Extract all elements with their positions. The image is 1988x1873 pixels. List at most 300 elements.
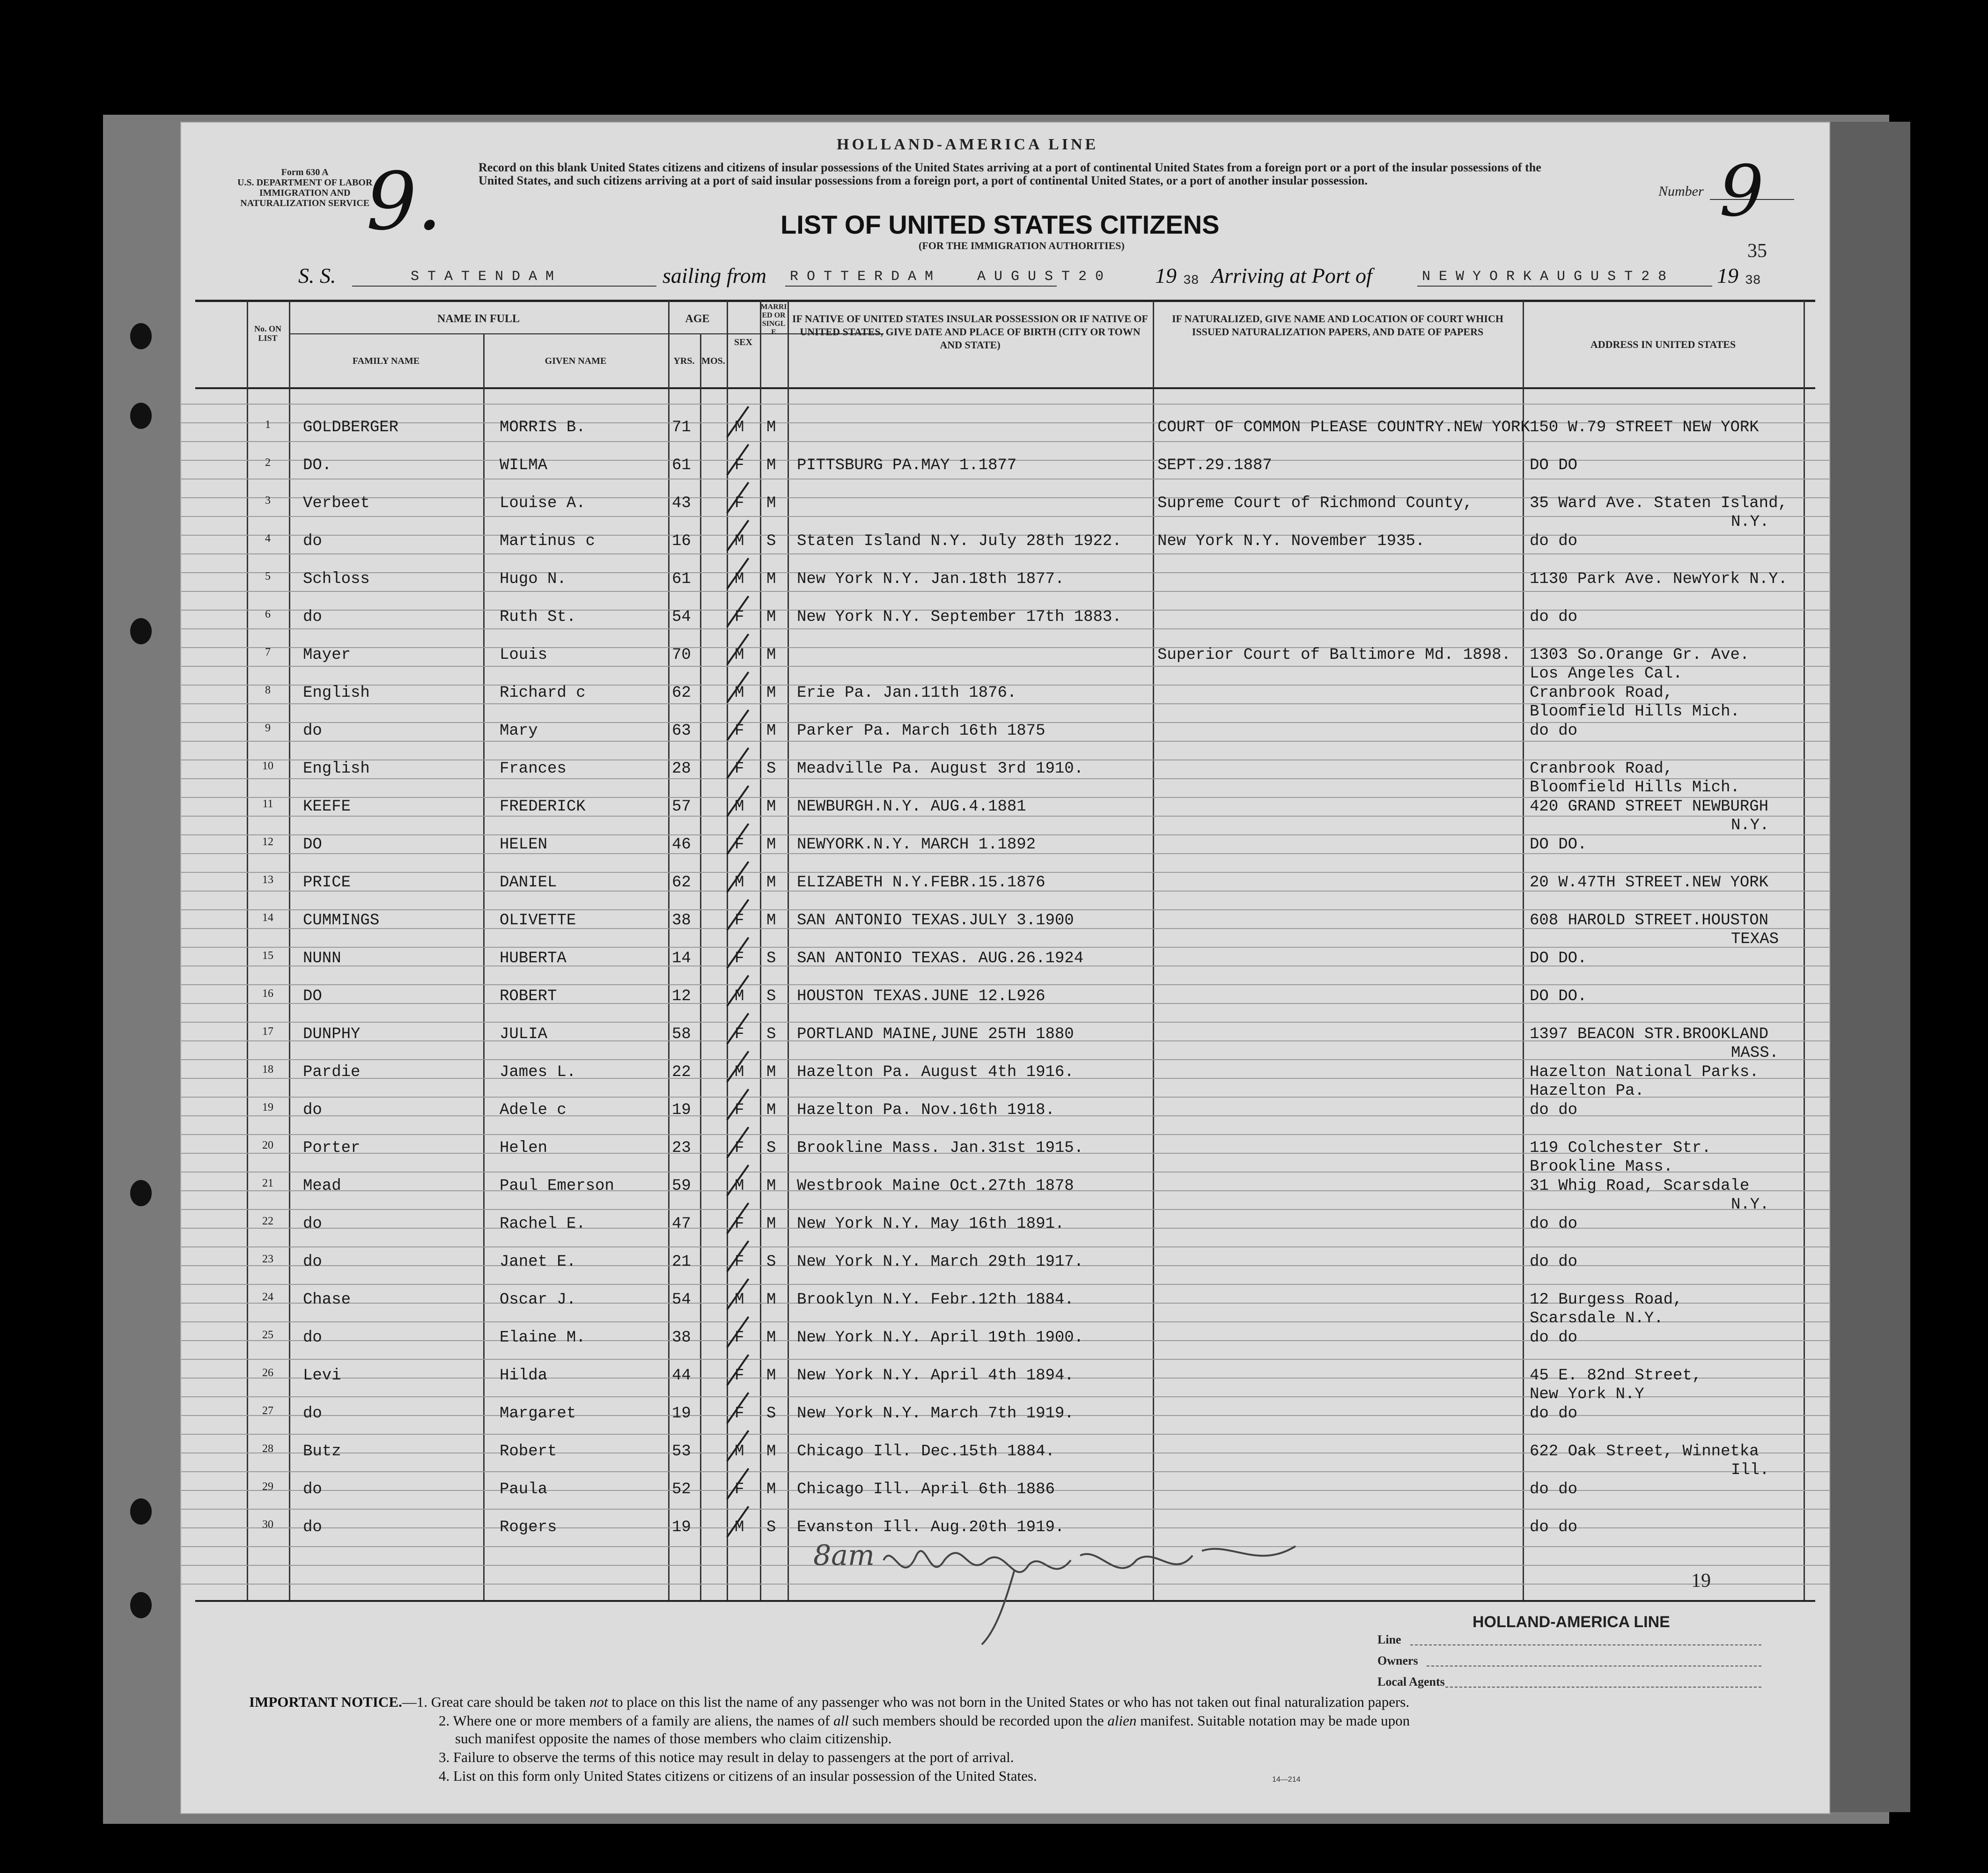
page-subtitle: (FOR THE IMMIGRATION AUTHORITIES)	[919, 240, 1125, 251]
us-address: do do	[1530, 1519, 1578, 1536]
page-title: LIST OF UNITED STATES CITIZENS	[780, 210, 1220, 239]
sex: M	[735, 1063, 744, 1081]
row-number: 14	[262, 912, 273, 924]
us-address-continued: Hazelton Pa.	[1530, 1082, 1644, 1100]
birth-place-date: Parker Pa. March 16th 1875	[797, 722, 1046, 740]
birth-place-date: PITTSBURG PA.MAY 1.1877	[797, 457, 1017, 474]
us-address: do do	[1530, 1329, 1578, 1347]
sex: F	[735, 1253, 744, 1271]
given-name: Elaine M.	[500, 1329, 586, 1347]
age-years: 59	[672, 1177, 691, 1195]
age-years: 23	[672, 1139, 691, 1157]
sex: F	[735, 1367, 744, 1385]
marital-status: M	[766, 1101, 776, 1119]
us-address: DO DO.	[1530, 836, 1587, 854]
notice-1	[249, 1694, 1409, 1711]
birth-place-date: SAN ANTONIO TEXAS. AUG.26.1924	[797, 950, 1084, 967]
us-address: DO DO	[1530, 457, 1578, 474]
given-name: HUBERTA	[500, 950, 567, 967]
sex: F	[735, 1481, 744, 1498]
sex: M	[735, 1443, 744, 1460]
us-address: 12 Burgess Road,	[1530, 1291, 1683, 1309]
ruled-line	[181, 984, 1829, 985]
family-name: Chase	[303, 1291, 351, 1309]
manifest-page	[180, 122, 1830, 1814]
row-number: 8	[265, 684, 271, 696]
ruled-line	[181, 741, 1829, 742]
ruled-line	[181, 909, 1829, 910]
marital-status: M	[766, 494, 776, 512]
owners-label: Owners	[1377, 1654, 1418, 1667]
sex: F	[735, 836, 744, 854]
binder-hole	[130, 403, 152, 429]
row-number: 5	[265, 570, 271, 583]
row-number: 22	[262, 1215, 273, 1227]
given-name: Louise A.	[500, 494, 586, 512]
row-number: 3	[265, 494, 271, 507]
sailing-label: sailing from	[663, 264, 766, 288]
row-number: 30	[262, 1519, 273, 1531]
notice-emphasis: not	[589, 1694, 608, 1710]
sex: F	[735, 950, 744, 967]
us-address: 608 HAROLD STREET.HOUSTON	[1530, 912, 1769, 929]
row-number: 23	[262, 1253, 273, 1265]
age-years: 28	[672, 760, 691, 778]
age-years: 38	[672, 912, 691, 929]
given-name: HELEN	[500, 836, 548, 854]
us-address: 150 W.79 STREET NEW YORK	[1530, 419, 1759, 436]
birth-place-date: Brookline Mass. Jan.31st 1915.	[797, 1139, 1084, 1157]
us-address: DO DO.	[1530, 988, 1587, 1005]
given-name: Hugo N.	[500, 570, 567, 588]
sex: M	[735, 646, 744, 664]
port-from-underline	[785, 286, 1057, 287]
ruled-line	[181, 1284, 1829, 1285]
ruled-line	[181, 1509, 1829, 1510]
family-name: Pardie	[303, 1063, 361, 1081]
given-name: Paula	[500, 1481, 548, 1498]
binder-hole	[130, 323, 152, 349]
birth-place-date: ELIZABETH N.Y.FEBR.15.1876	[797, 874, 1046, 892]
given-name: Oscar J.	[500, 1291, 576, 1309]
given-name: Frances	[500, 760, 567, 778]
notice-text: —1. Great care should be taken	[402, 1694, 590, 1710]
port-from: R O T T E R D A M	[790, 269, 934, 285]
us-address-continued: Los Angeles Cal.	[1530, 665, 1683, 683]
marital-status: M	[766, 570, 776, 588]
sex: M	[735, 798, 744, 816]
table-top-border	[195, 300, 1815, 302]
page-number: 35	[1747, 240, 1767, 262]
ruled-line	[181, 947, 1829, 948]
family-name: Schloss	[303, 570, 370, 588]
given-name: Hilda	[500, 1367, 548, 1385]
family-name: DUNPHY	[303, 1025, 361, 1043]
us-address-continued: Bloomfield Hills Mich.	[1530, 703, 1740, 721]
sex: F	[735, 722, 744, 740]
row-number: 12	[262, 836, 273, 848]
marital-status: M	[766, 912, 776, 929]
sex: F	[735, 1139, 744, 1157]
family-name: DO	[303, 836, 322, 854]
age-years: 54	[672, 1291, 691, 1309]
birth-place-date: New York N.Y. March 7th 1919.	[797, 1405, 1074, 1423]
notice-2-continued: such manifest opposite the names of those members who claim citizenship.	[455, 1730, 892, 1747]
row-number: 7	[265, 646, 271, 658]
notice-4: 4. List on this form only United States citizens or citizens of an insular possession of the United States.	[439, 1768, 1037, 1784]
ruled-line	[181, 1209, 1829, 1210]
family-name: Mayer	[303, 646, 351, 664]
sex: M	[735, 1177, 744, 1195]
marital-status: M	[766, 608, 776, 626]
given-name: Martinus c	[500, 532, 596, 550]
family-name: do	[303, 1519, 322, 1536]
port-to: N E W Y O R K A U G U S T 2 8	[1422, 269, 1667, 285]
given-name: Rachel E.	[500, 1215, 586, 1233]
given-name: FREDERICK	[500, 798, 586, 816]
ruled-line	[181, 553, 1829, 554]
header-bottom-border	[195, 387, 1815, 389]
family-name: do	[303, 1329, 322, 1347]
naturalization-court: Supreme Court of Richmond County,	[1157, 494, 1473, 512]
us-address: 1130 Park Ave. NewYork N.Y.	[1530, 570, 1788, 588]
age-years: 16	[672, 532, 691, 550]
binder-hole	[130, 1180, 152, 1206]
row-number: 9	[265, 722, 271, 734]
ruled-line	[181, 1434, 1829, 1435]
binder-hole	[130, 1498, 152, 1525]
col-divider	[289, 301, 290, 1600]
birth-place-date: Meadville Pa. August 3rd 1910.	[797, 760, 1084, 778]
arrive-year-prefix: 19	[1717, 264, 1738, 288]
age-years: 43	[672, 494, 691, 512]
us-address: do do	[1530, 1101, 1578, 1119]
marital-status: M	[766, 457, 776, 474]
row-number: 2	[265, 457, 271, 469]
sex: F	[735, 494, 744, 512]
ruled-line	[181, 1134, 1829, 1135]
ruled-line	[181, 628, 1829, 629]
age-years: 54	[672, 608, 691, 626]
family-name: GOLDBERGER	[303, 419, 399, 436]
marital-status: M	[766, 1367, 776, 1385]
family-name: English	[303, 684, 370, 702]
row-number: 17	[262, 1025, 273, 1038]
handwritten-list-number: 9.	[366, 155, 442, 248]
col-divider	[727, 301, 728, 1600]
company-name: HOLLAND-AMERICA LINE	[837, 136, 1099, 153]
row-number: 10	[262, 760, 273, 772]
us-address-continued: N.Y.	[1731, 817, 1769, 834]
row-number: 20	[262, 1139, 273, 1151]
marital-status: M	[766, 1329, 776, 1347]
naturalization-court: Superior Court of Baltimore Md. 1898.	[1157, 646, 1511, 664]
sex: M	[735, 1291, 744, 1309]
header-no-on-list: No. ON LIST	[254, 324, 281, 343]
sex: M	[735, 684, 744, 702]
sex: F	[735, 1101, 744, 1119]
family-name: do	[303, 722, 322, 740]
birth-place-date: NEWBURGH.N.Y. AUG.4.1881	[797, 798, 1026, 816]
depart-year-prefix: 19	[1155, 264, 1177, 288]
header-birth: IF NATIVE OF UNITED STATES INSULAR POSSESSION OR IF NATIVE OF UNITED STATES, GIVE DATE AND PLACE OF BIRTH (CITY OR TOWN AND STATE)	[792, 313, 1148, 351]
family-name: do	[303, 1481, 322, 1498]
sex: M	[735, 532, 744, 550]
ruled-line	[181, 1022, 1829, 1023]
marital-status: M	[766, 1215, 776, 1233]
header-married-single: MARRIED OR SINGLE	[760, 303, 787, 336]
marital-status: M	[766, 646, 776, 664]
row-number: 1	[265, 419, 271, 431]
notice-text: such members should be recorded upon the	[848, 1712, 1108, 1729]
binder-hole	[130, 618, 152, 644]
age-years: 52	[672, 1481, 691, 1498]
given-name: JULIA	[500, 1025, 548, 1043]
given-name: Paul Emerson	[500, 1177, 614, 1195]
sex: F	[735, 912, 744, 929]
us-address: Hazelton National Parks.	[1530, 1063, 1759, 1081]
header-sex: SEX	[734, 337, 752, 347]
given-name: OLIVETTE	[500, 912, 576, 929]
family-name: KEEFE	[303, 798, 351, 816]
marital-status: M	[766, 1177, 776, 1195]
birth-place-date: HOUSTON TEXAS.JUNE 12.L926	[797, 988, 1046, 1005]
row-number: 15	[262, 950, 273, 962]
ruled-line	[181, 1059, 1829, 1060]
us-address-continued: N.Y.	[1731, 513, 1769, 531]
sex: F	[735, 1329, 744, 1347]
row-number: 24	[262, 1291, 273, 1303]
ruled-line	[181, 591, 1829, 592]
line-field	[1410, 1644, 1761, 1645]
marital-status: M	[766, 874, 776, 892]
marital-status: M	[766, 1291, 776, 1309]
sex: F	[735, 760, 744, 778]
marital-status: S	[766, 1253, 776, 1271]
birth-place-date: New York N.Y. September 17th 1883.	[797, 608, 1122, 626]
col-divider	[483, 333, 485, 1600]
family-name: Levi	[303, 1367, 341, 1385]
local-agents-field	[1445, 1687, 1761, 1688]
us-address: 31 Whig Road, Scarsdale	[1530, 1177, 1750, 1195]
owners-field	[1427, 1666, 1761, 1667]
given-name: James L.	[500, 1063, 576, 1081]
us-address: 1303 So.Orange Gr. Ave.	[1530, 646, 1750, 664]
birth-place-date: New York N.Y. March 29th 1917.	[797, 1253, 1084, 1271]
marital-status: S	[766, 1405, 776, 1423]
notice-2	[439, 1712, 1410, 1729]
header-address: ADDRESS IN UNITED STATES	[1590, 339, 1736, 350]
age-years: 63	[672, 722, 691, 740]
given-name: Robert	[500, 1443, 557, 1460]
line-stamp: HOLLAND-AMERICA LINE	[1473, 1613, 1670, 1631]
family-name: Porter	[303, 1139, 361, 1157]
family-name: Mead	[303, 1177, 341, 1195]
marital-status: M	[766, 1063, 776, 1081]
sex: M	[735, 1519, 744, 1536]
row-number: 27	[262, 1405, 273, 1417]
us-address: DO DO.	[1530, 950, 1587, 967]
row-number: 26	[262, 1367, 273, 1379]
us-address: do do	[1530, 1481, 1578, 1498]
ss-label: S. S.	[298, 264, 336, 288]
us-address-continued: Ill.	[1731, 1461, 1769, 1479]
us-address: do do	[1530, 1253, 1578, 1271]
notice-emphasis: all	[833, 1712, 849, 1729]
family-name: do	[303, 1101, 322, 1119]
marital-status: S	[766, 1139, 776, 1157]
row-number: 18	[262, 1063, 273, 1076]
arriving-label: Arriving at Port of	[1211, 264, 1372, 288]
birth-place-date: New York N.Y. Jan.18th 1877.	[797, 570, 1065, 588]
ruled-line	[181, 834, 1829, 835]
age-subheader-line	[668, 333, 743, 334]
inspector-signature	[874, 1527, 1366, 1659]
sex: M	[735, 874, 744, 892]
age-years: 70	[672, 646, 691, 664]
ship-underline	[352, 286, 656, 287]
us-address: 119 Colchester Str.	[1530, 1139, 1711, 1157]
birth-place-date: NEWYORK.N.Y. MARCH 1.1892	[797, 836, 1036, 854]
us-address: do do	[1530, 1215, 1578, 1233]
given-name: Helen	[500, 1139, 548, 1157]
age-years: 19	[672, 1405, 691, 1423]
us-address: 45 E. 82nd Street,	[1530, 1367, 1702, 1385]
family-name: English	[303, 760, 370, 778]
row-number: 21	[262, 1177, 273, 1189]
us-address-continued: Scarsdale N.Y.	[1530, 1310, 1664, 1327]
age-years: 62	[672, 684, 691, 702]
birth-place-date: Hazelton Pa. Nov.16th 1918.	[797, 1101, 1055, 1119]
given-name: Rogers	[500, 1519, 557, 1536]
age-years: 14	[672, 950, 691, 967]
us-address: 622 Oak Street, Winnetka	[1530, 1443, 1759, 1460]
row-number: 4	[265, 532, 271, 545]
marital-status: M	[766, 1481, 776, 1498]
list-number: 9	[1719, 151, 1764, 232]
row-number: 16	[262, 988, 273, 1000]
us-address: 20 W.47TH STREET.NEW YORK	[1530, 874, 1769, 892]
binder-edge	[1826, 122, 1910, 1812]
header-naturalized: IF NATURALIZED, GIVE NAME AND LOCATION OF COURT WHICH ISSUED NATURALIZATION PAPERS, AND DATE OF PAPERS	[1172, 313, 1503, 338]
age-years: 22	[672, 1063, 691, 1081]
form-description: Record on this blank United States citizens and citizens of insular possessions of the United States arriving at a port of continental United States from a foreign port or a port of the insular possessions of the United States, and such citizens arriving at a port of said insular possessions from a foreign port, a port of continental United States, or a port of another insular possession.	[479, 161, 1541, 187]
sex: F	[735, 1215, 744, 1233]
us-address: Cranbrook Road,	[1530, 684, 1673, 702]
given-name: WILMA	[500, 457, 548, 474]
birth-place-date: PORTLAND MAINE,JUNE 25TH 1880	[797, 1025, 1074, 1043]
age-years: 19	[672, 1101, 691, 1119]
col-divider	[1153, 301, 1154, 1600]
us-address-continued: New York N.Y	[1530, 1386, 1644, 1403]
header-age: AGE	[685, 313, 710, 325]
sex: M	[735, 988, 744, 1005]
notice-title: IMPORTANT NOTICE.	[249, 1694, 402, 1710]
family-name: NUNN	[303, 950, 341, 967]
given-name: Adele c	[500, 1101, 567, 1119]
col-divider	[1804, 301, 1805, 1600]
header-mos: MOS.	[701, 356, 725, 366]
age-years: 19	[672, 1519, 691, 1536]
age-years: 61	[672, 570, 691, 588]
us-address: 420 GRAND STREET NEWBURGH	[1530, 798, 1769, 816]
notice-text: to place on this list the name of any passenger who was not born in the United States or who has not taken out final naturalization papers.	[608, 1694, 1410, 1710]
family-name: CUMMINGS	[303, 912, 380, 929]
age-years: 62	[672, 874, 691, 892]
local-agents-label: Local Agents	[1377, 1675, 1445, 1689]
marital-status: S	[766, 760, 776, 778]
naturalization-court: SEPT.29.1887	[1157, 457, 1272, 474]
marital-status: S	[766, 950, 776, 967]
number-label: Number	[1658, 184, 1704, 199]
age-years: 21	[672, 1253, 691, 1271]
given-name: Ruth St.	[500, 608, 576, 626]
col-divider	[760, 301, 761, 1600]
given-name: Mary	[500, 722, 538, 740]
col-divider	[1523, 301, 1524, 1600]
given-name: Margaret	[500, 1405, 576, 1423]
birth-place-date: Brooklyn N.Y. Febr.12th 1884.	[797, 1291, 1074, 1309]
ruled-line	[181, 1471, 1829, 1472]
age-years: 12	[672, 988, 691, 1005]
birth-place-date: New York N.Y. May 16th 1891.	[797, 1215, 1065, 1233]
binder-hole	[130, 1592, 152, 1618]
depart-date: A U G U S T 2 0	[977, 269, 1104, 285]
family-name: do	[303, 1215, 322, 1233]
birth-place-date: SAN ANTONIO TEXAS.JULY 3.1900	[797, 912, 1074, 929]
given-name: ROBERT	[500, 988, 557, 1005]
birth-place-date: Staten Island N.Y. July 28th 1922.	[797, 532, 1122, 550]
form-label: Form 630 A U.S. DEPARTMENT OF LABOR IMMIGRATION AND NATURALIZATION SERVICE	[237, 167, 373, 208]
notice-emphasis: alien	[1107, 1712, 1137, 1729]
form-code: 14—214	[1272, 1776, 1301, 1784]
given-name: Richard c	[500, 684, 586, 702]
row-number: 29	[262, 1481, 273, 1493]
age-years: 57	[672, 798, 691, 816]
family-name: do	[303, 608, 322, 626]
sex: F	[735, 1405, 744, 1423]
given-name: Janet E.	[500, 1253, 576, 1271]
us-address: 35 Ward Ave. Staten Island,	[1530, 494, 1788, 512]
given-name: Louis	[500, 646, 548, 664]
marital-status: S	[766, 532, 776, 550]
us-address: do do	[1530, 722, 1578, 740]
birth-place-date: Chicago Ill. Dec.15th 1884.	[797, 1443, 1055, 1460]
notice-text: manifest. Suitable notation may be made upon	[1136, 1712, 1410, 1729]
birth-place-date: New York N.Y. April 4th 1894.	[797, 1367, 1074, 1385]
age-years: 53	[672, 1443, 691, 1460]
age-years: 71	[672, 419, 691, 436]
naturalization-court: New York N.Y. November 1935.	[1157, 532, 1425, 550]
marital-status: S	[766, 1519, 776, 1536]
us-address-continued: Bloomfield Hills Mich.	[1530, 779, 1740, 796]
us-address-continued: TEXAS	[1731, 930, 1779, 948]
marital-status: M	[766, 836, 776, 854]
family-name: do	[303, 1405, 322, 1423]
row-number: 13	[262, 874, 273, 886]
ship-name: S T A T E N D A M	[411, 269, 554, 285]
us-address: 1397 BEACON STR.BROOKLAND	[1530, 1025, 1769, 1043]
header-given-name: GIVEN NAME	[545, 356, 607, 366]
marital-status: S	[766, 988, 776, 1005]
birth-place-date: Hazelton Pa. August 4th 1916.	[797, 1063, 1074, 1081]
col-divider	[668, 301, 670, 1600]
ruled-line	[181, 872, 1829, 873]
us-address: do do	[1530, 608, 1578, 626]
marital-status: M	[766, 798, 776, 816]
family-name: do	[303, 532, 322, 550]
us-address: Cranbrook Road,	[1530, 760, 1673, 778]
